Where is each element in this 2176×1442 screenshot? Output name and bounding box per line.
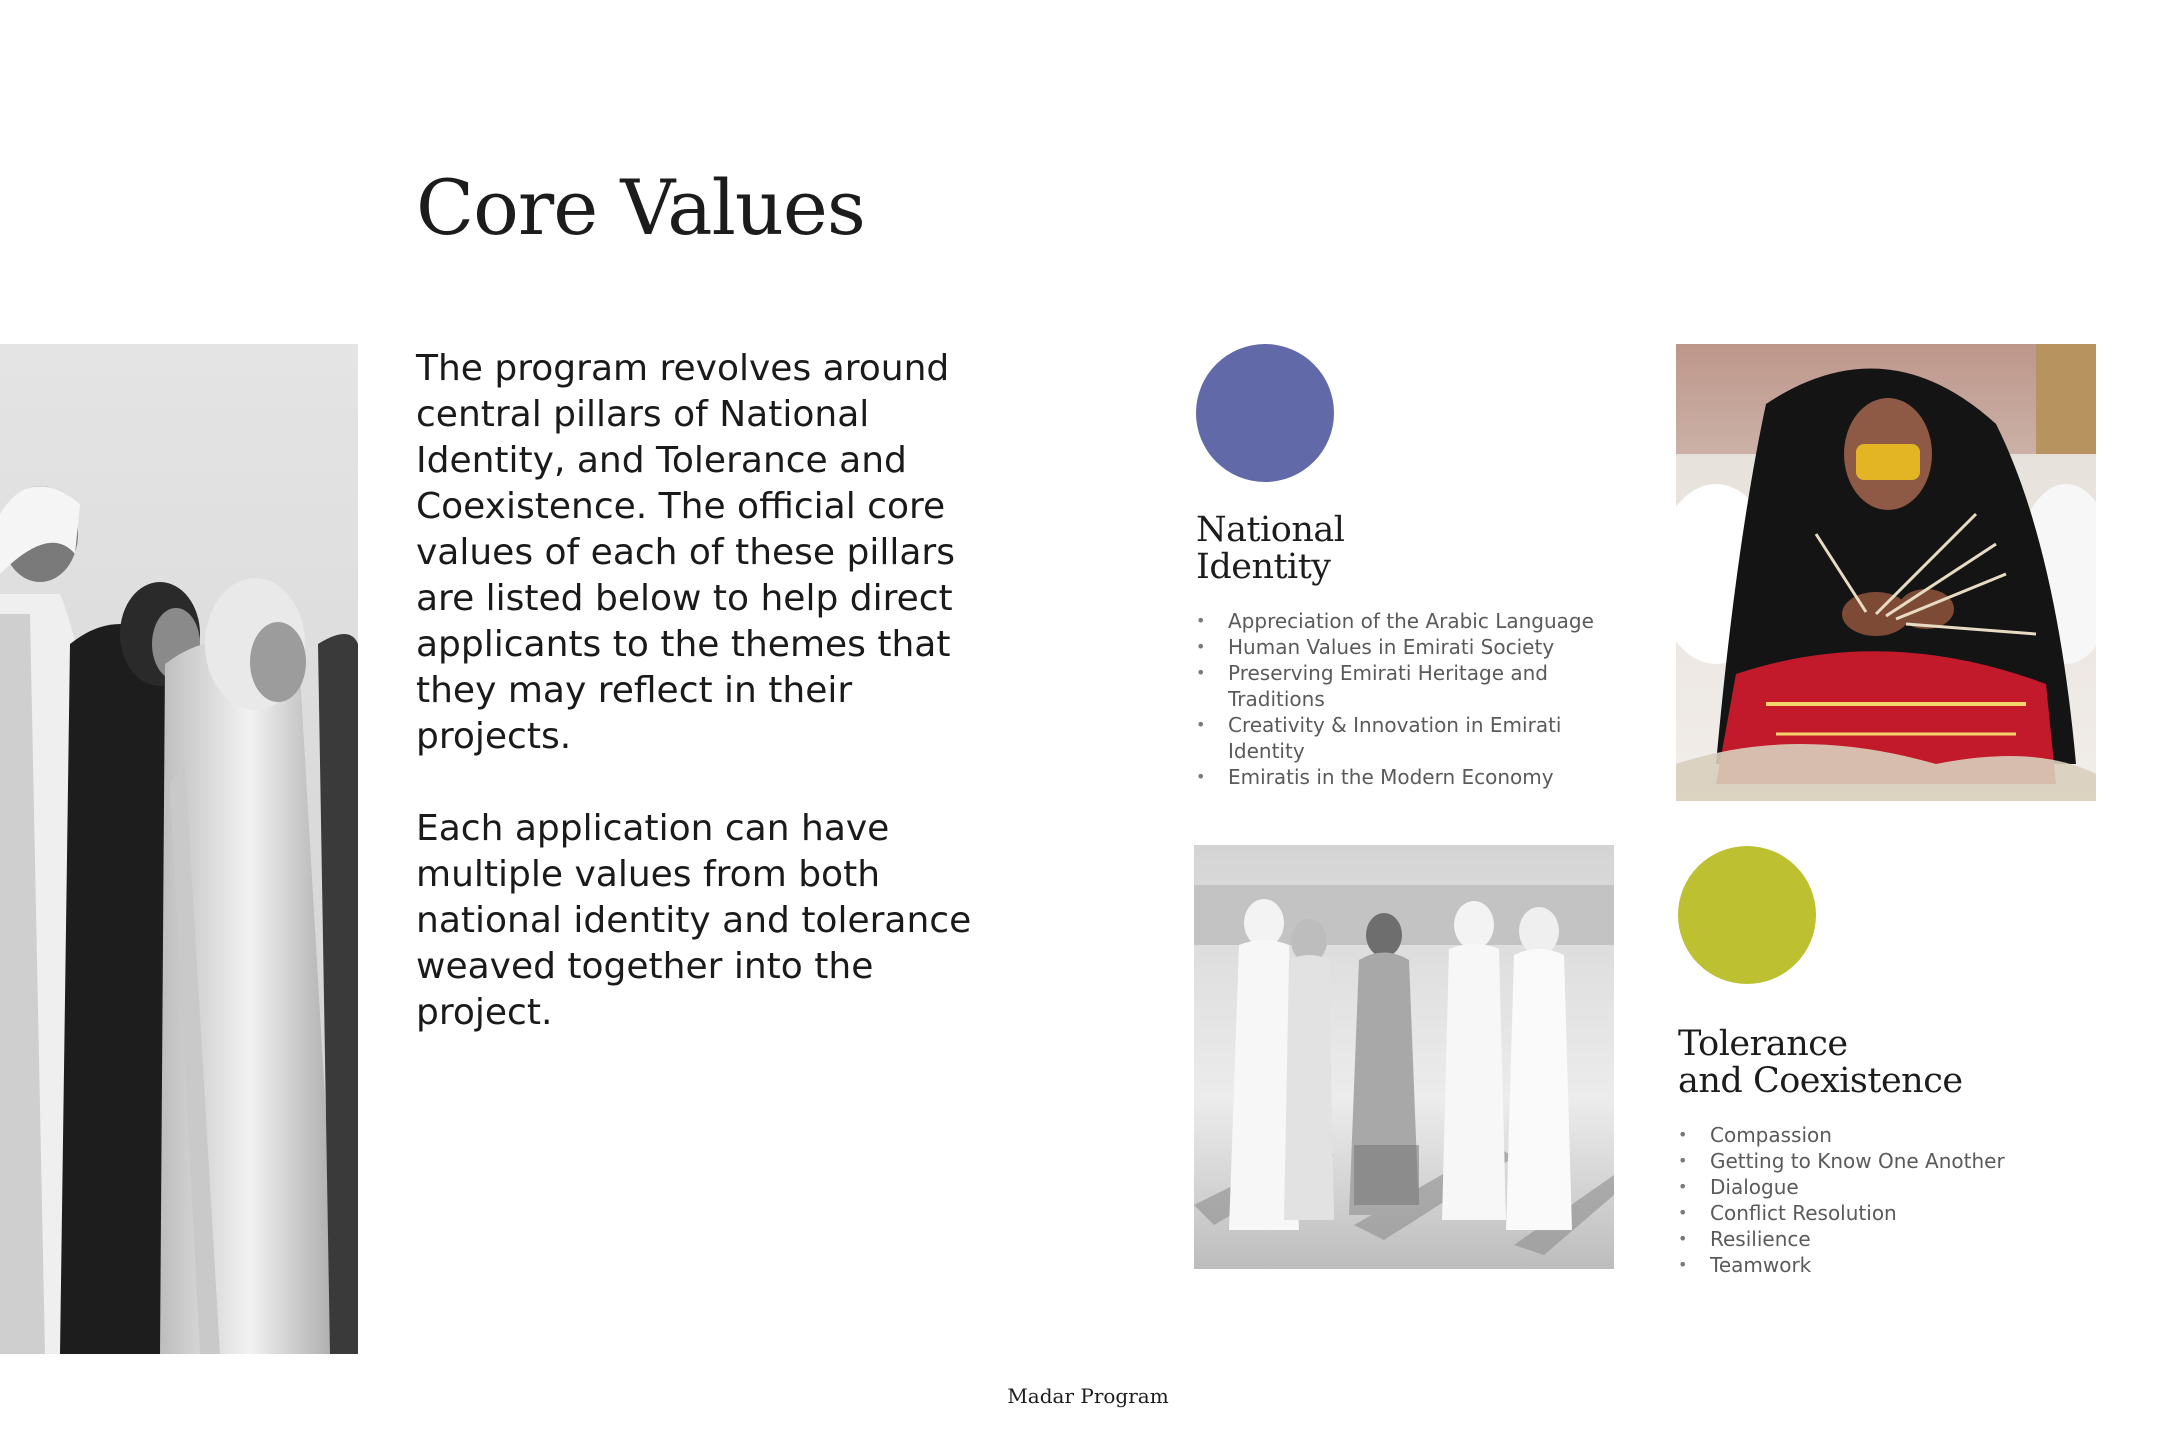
list-item: • Appreciation of the Arabic Language [1196, 608, 1626, 634]
page-title: Core Values [416, 163, 865, 252]
list-item: • Creativity & Innovation in Emirati Identity [1196, 712, 1626, 764]
intro-paragraph-2: Each application can have multiple values from both national identity and tolerance weaved together into the project. [416, 808, 972, 1033]
page-footer: Madar Program [1007, 1384, 1169, 1408]
national-identity-circle-icon [1196, 344, 1334, 482]
tolerance-values [1678, 1122, 2058, 1278]
intro-text [416, 346, 1016, 1082]
list-item: • Compassion [1678, 1122, 2058, 1148]
list-item: • Preserving Emirati Heritage and Traditions [1196, 660, 1626, 712]
list-item: • Human Values in Emirati Society [1196, 634, 1626, 660]
national-identity-values [1196, 608, 1626, 790]
list-item: • Emiratis in the Modern Economy [1196, 764, 1626, 790]
list-item: • Conflict Resolution [1678, 1200, 2058, 1226]
tolerance-title: Tolerance and Coexistence [1678, 1024, 1963, 1101]
weaver-photo [1676, 344, 2096, 801]
group-photo [1194, 845, 1614, 1269]
list-item: • Dialogue [1678, 1174, 2058, 1200]
list-item: • Getting to Know One Another [1678, 1148, 2058, 1174]
intro-paragraph-1: The program revolves around central pillars of National Identity, and Tolerance and Coexistence. The official core values of each of these pillars are listed below to help direct applicants to the themes that they may reflect in their projects. [416, 348, 955, 757]
list-item: • Teamwork [1678, 1252, 2058, 1278]
list-item: • Resilience [1678, 1226, 2058, 1252]
national-identity-title: National Identity [1196, 510, 1345, 587]
tolerance-circle-icon [1678, 846, 1816, 984]
people-photo [0, 344, 358, 1354]
